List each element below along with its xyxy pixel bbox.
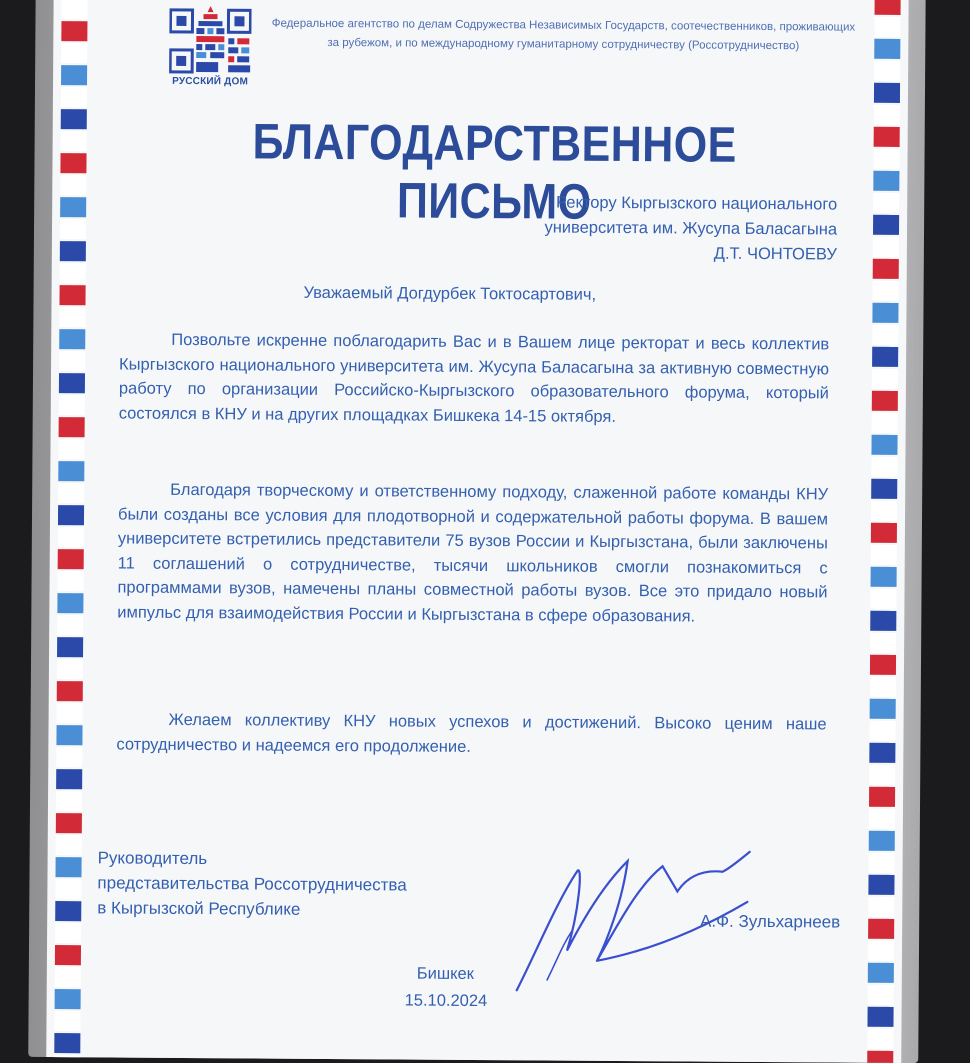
agency-line-2: за рубежом, и по международному гуманитарному сотрудничеству (Россотрудничество) [327,36,800,53]
body-paragraph-2: Благодаря творческому и ответственному подходу, слаженной работе команды КНУ были созданы все условия для плодотворной и содержательной работы форума. В вашем университете встретились представители 75 вузов России и Кыргызстана, были заключены 11 соглашений о сотрудничестве, тысячи школьников смогли познакомиться с программами вузов, намечены планы совместной работы вузов. Все это придало новый импульс для взаимодействия России и Кыргызстана в сфере образования. [117,480,829,626]
body-paragraph-3: Желаем коллективу КНУ новых успехов и достижений. Высоко ценим наше сотрудничество и надеемся его продолжение. [116,710,827,756]
agency-line-1: Федеральное агентство по делам Содружества Независимых Государств, соотечественников, проживающих [271,17,856,34]
signer-title [97,845,407,922]
signer-line-2: представительства Россотрудничества [97,873,407,895]
agency-header [263,14,863,56]
signer-line-3: в Кыргызской Республике [97,898,301,919]
addressee-line-1: Ректору Кыргызского национального [555,193,838,214]
russian-house-logo [169,6,251,75]
addressee-line-2: университета им. Жусупа Баласагына [544,218,838,239]
logo-caption: РУССКИЙ ДОМ [172,75,249,88]
document-title: БЛАГОДАРСТВЕННОЕ ПИСЬМО [252,113,737,230]
addressee-line-3: Д.Т. ЧОНТОЕВУ [713,244,837,264]
issue-date: 15.10.2024 [404,991,488,1011]
body-paragraph-1: Позвольте искренне поблагодарить Вас и в Вашем лице ректорат и весь коллектив Кыргызского национального университета им. Жусупа Баласагына за активную совместную работу по организации Российско-Кыргызского образовательного форума, который состоялся в КНУ и на других площадках Бишкека 14-15 октября. [118,330,830,426]
certificate-sheet [46,0,909,1063]
greeting: Уважаемый Догдурбек Токтосартович, [303,283,597,304]
signer-line-1: Руководитель [97,848,208,869]
place-of-issue: Бишкек [416,964,474,983]
signer-name: А.Ф. Зульхарнеев [699,911,841,932]
addressee-block [544,190,837,267]
